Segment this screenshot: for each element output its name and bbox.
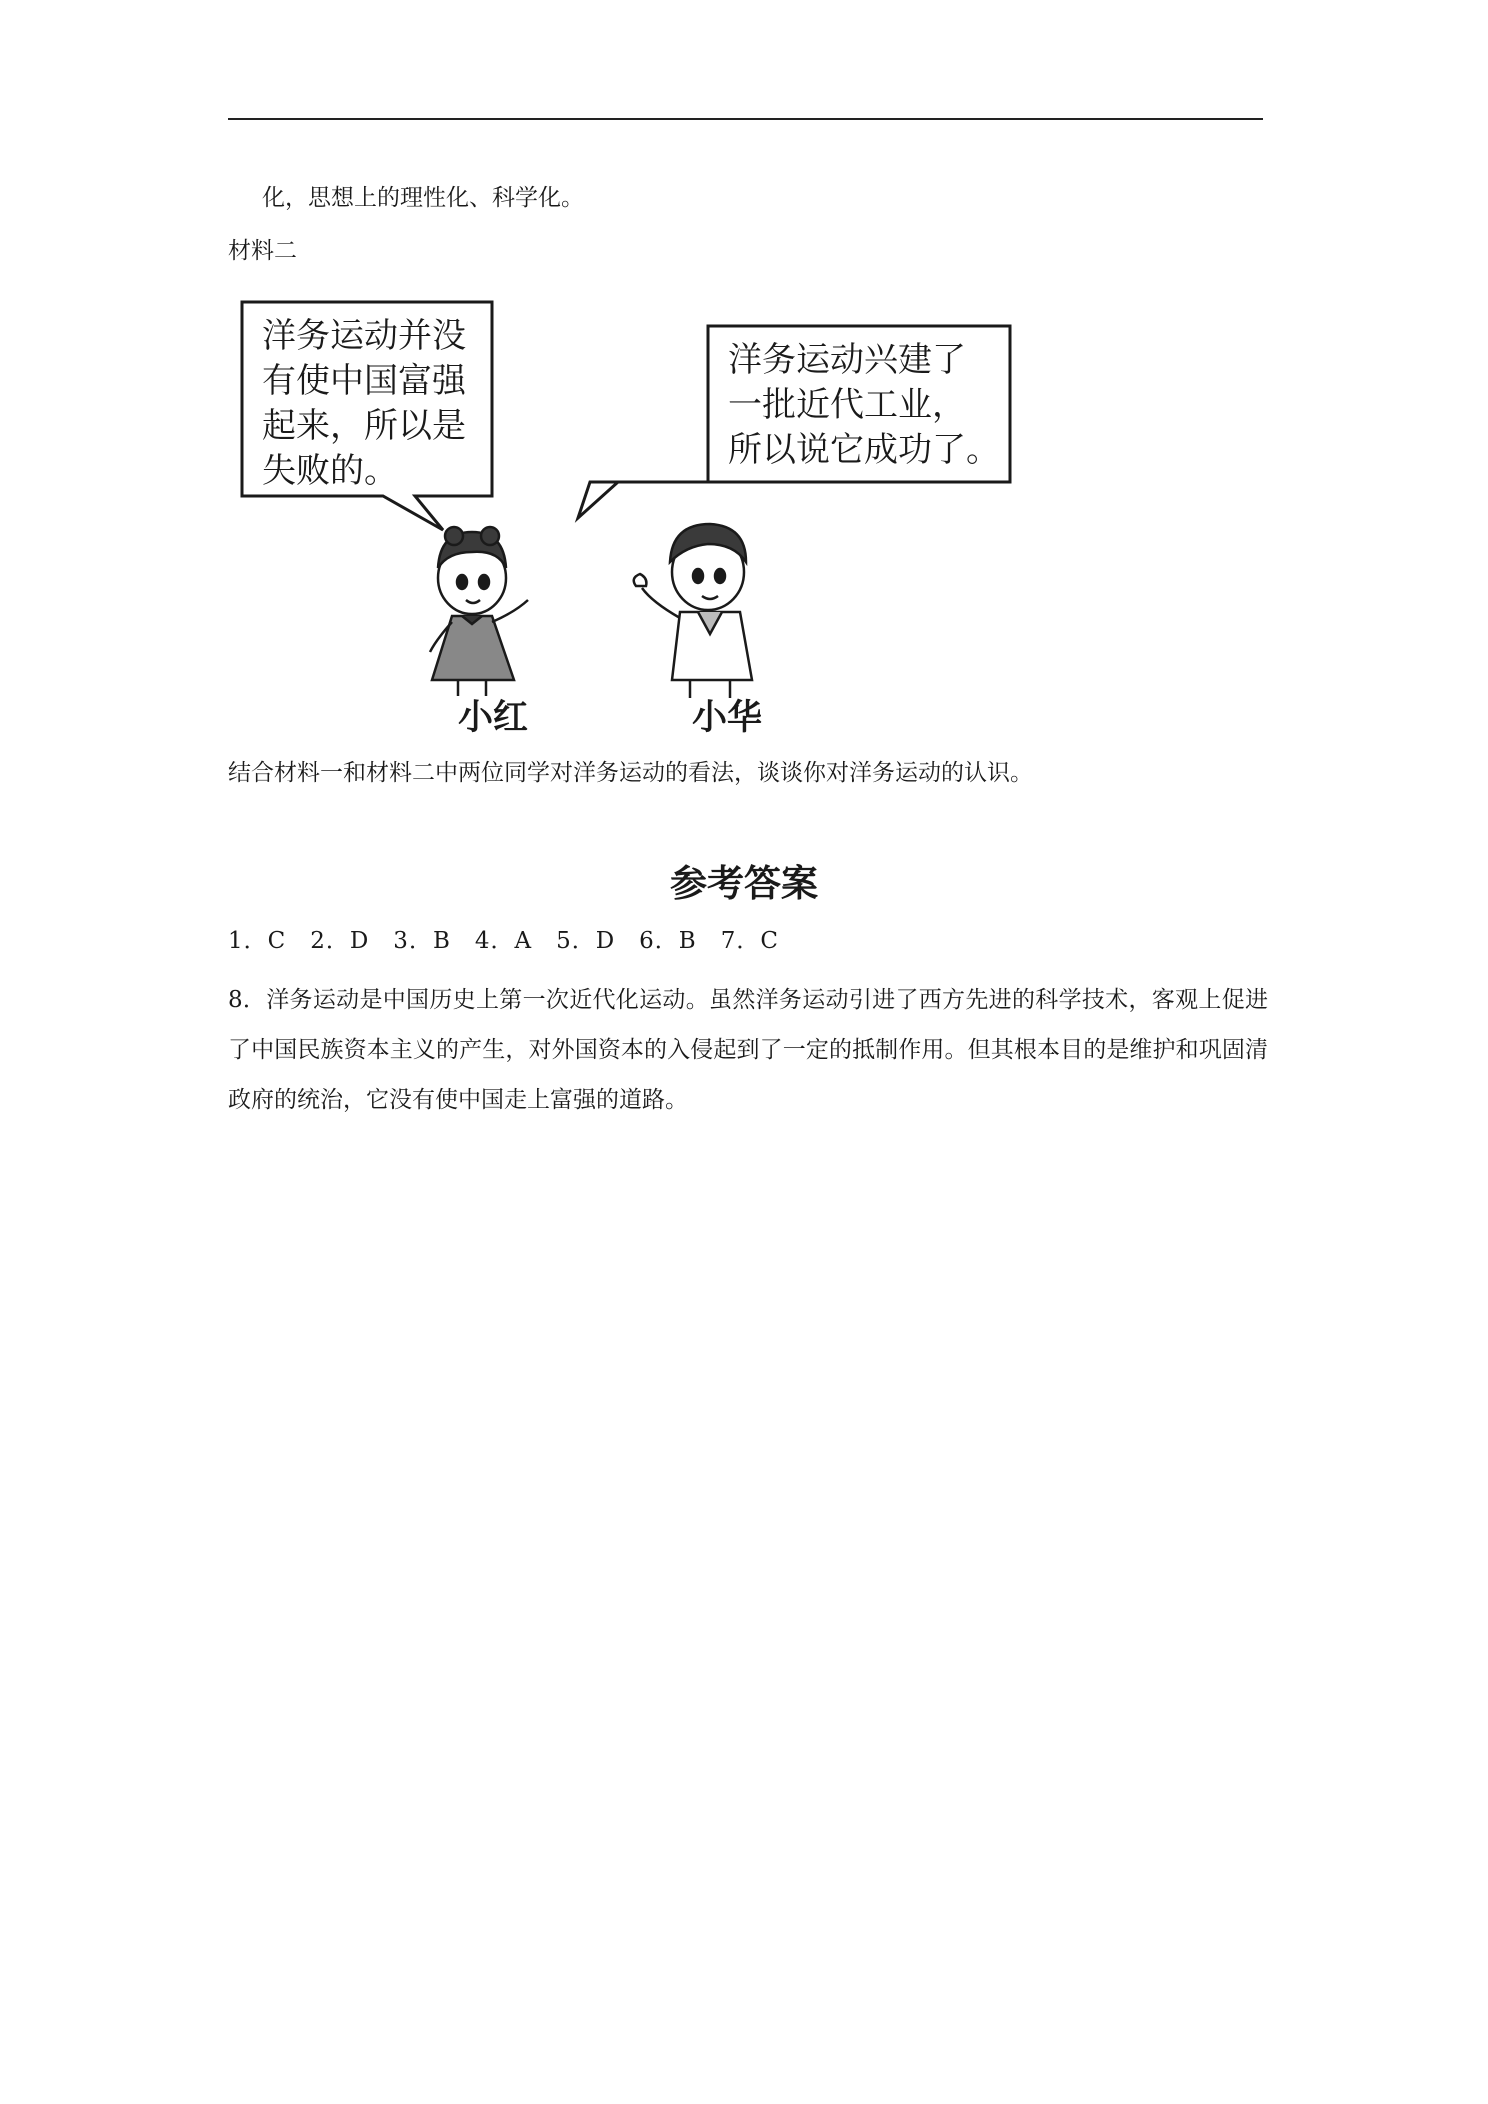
left-character-name: 小红 — [458, 698, 529, 738]
girl-figure — [430, 527, 528, 696]
continuation-text: 化，思想上的理性化、科学化。 — [262, 185, 584, 211]
right-speech-text: 洋务运动兴建了 一批近代工业， 所以说它成功了。 — [728, 340, 1000, 470]
right-character-name: 小华 — [692, 698, 763, 738]
answer-title: 参考答案 — [670, 862, 818, 905]
question-text: 结合材料一和材料二中两位同学对洋务运动的看法，谈谈你对洋务运动的认识。 — [228, 760, 1033, 786]
answer-8-paragraph: 8．洋务运动是中国历史上第一次近代化运动。虽然洋务运动引进了西方先进的科学技术，客观上促进了中国民族资本主义的产生，对外国资本的入侵起到了一定的抵制作用。但其根本目的是维护和巩固清政府的统治，它没有使中国走上富强的道路。 — [228, 987, 1268, 1113]
answer-choices: 1．C 2．D 3．B 4．A 5．D 6．B 7．C — [228, 928, 779, 954]
cartoon-illustration — [240, 300, 1020, 740]
left-speech-text: 洋务运动并没 有使中国富强 起来，所以是 失败的。 — [262, 316, 466, 491]
material-two-label: 材料二 — [228, 238, 297, 264]
header-rule — [228, 118, 1263, 120]
boy-figure — [634, 524, 752, 698]
